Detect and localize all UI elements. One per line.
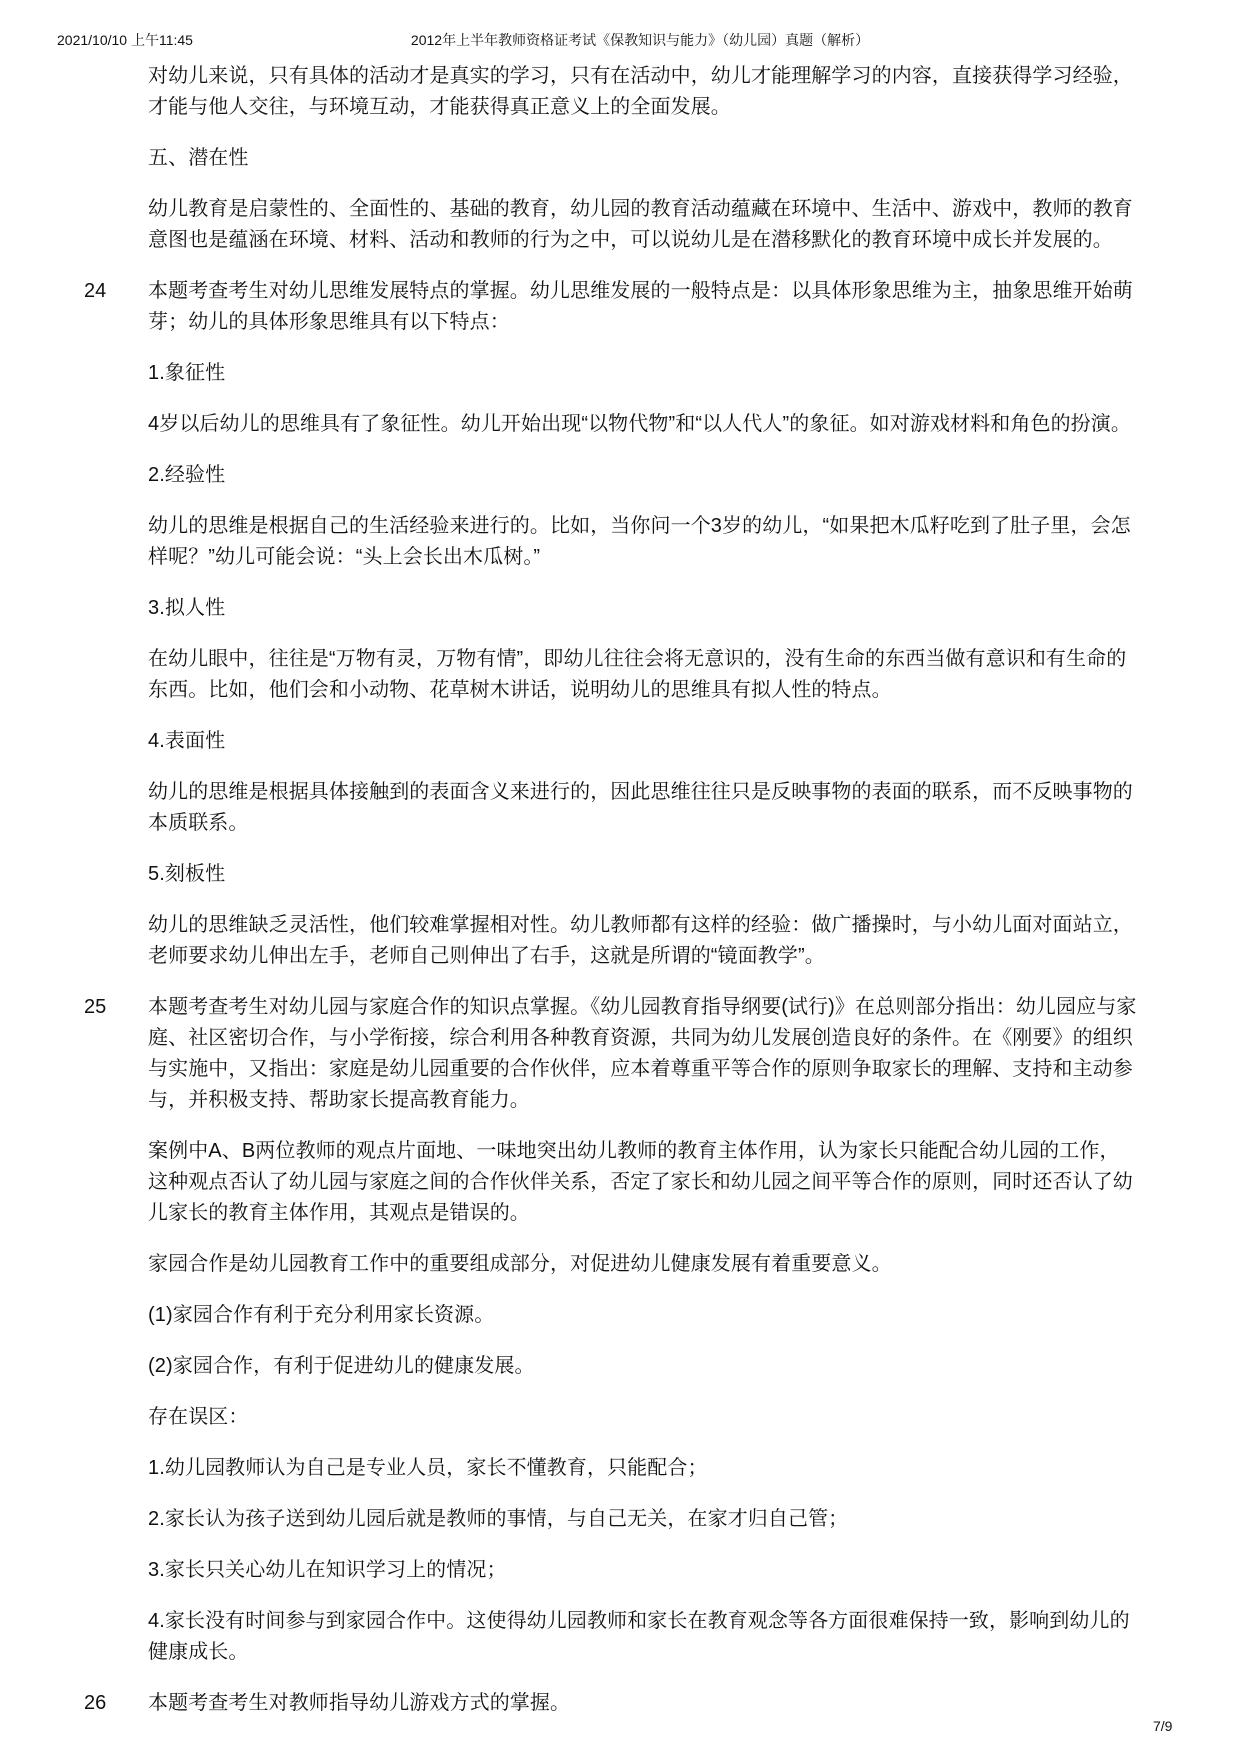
- section-heading: 五、潜在性: [148, 147, 249, 169]
- paragraph: 幼儿教育是启蒙性的、全面性的、基础的教育，幼儿园的教育活动蕴藏在环境中、生活中、游戏中，教师的教育意图也是蕴涵在环境、材料、活动和教师的行为之中，可以说幼儿是在潜移默化的教育环境中成长并发展的。: [148, 198, 1133, 251]
- list-item: 1.幼儿园教师认为自己是专业人员，家长不懂教育，只能配合；: [148, 1457, 708, 1479]
- subheading: 4.表面性: [148, 730, 226, 752]
- answer-block-24: [0, 276, 1240, 972]
- question-number: 26: [84, 1692, 107, 1714]
- paragraph: 在幼儿眼中，往往是“万物有灵，万物有情”，即幼儿往往会将无意识的，没有生命的东西当做有意识和有生命的东西。比如，他们会和小动物、花草树木讲话，说明幼儿的思维具有拟人性的特点。: [148, 648, 1127, 701]
- list-item: (2)家园合作，有利于促进幼儿的健康发展。: [148, 1355, 535, 1377]
- paragraph: 幼儿的思维是根据自己的生活经验来进行的。比如，当你问一个3岁的幼儿，“如果把木瓜籽吃到了肚子里，会怎样呢？”幼儿可能会说：“头上会长出木瓜树。”: [148, 515, 1131, 568]
- paragraph: 案例中A、B两位教师的观点片面地、一味地突出幼儿教师的教育主体作用，认为家长只能配合幼儿园的工作，这种观点否认了幼儿园与家庭之间的合作伙伴关系，否定了家长和幼儿园之间平等合作的原则，同时还否认了幼儿家长的教育主体作用，其观点是错误的。: [148, 1140, 1133, 1224]
- paragraph: 本题考查考生对幼儿思维发展特点的掌握。幼儿思维发展的一般特点是：以具体形象思维为主，抽象思维开始萌芽；幼儿的具体形象思维具有以下特点：: [148, 280, 1133, 333]
- document-title: 2012年上半年教师资格证考试《保教知识与能力》（幼儿园）真题（解析）: [410, 32, 870, 48]
- list-item: 2.家长认为孩子送到幼儿园后就是教师的事情，与自己无关，在家才归自己管；: [148, 1508, 849, 1530]
- paragraph: 家园合作是幼儿园教育工作中的重要组成部分，对促进幼儿健康发展有着重要意义。: [148, 1253, 892, 1275]
- paragraph: 对幼儿来说，只有具体的活动才是真实的学习，只有在活动中，幼儿才能理解学习的内容，直接获得学习经验，才能与他人交往，与环境互动，才能获得真正意义上的全面发展。: [148, 65, 1133, 118]
- question-number: 25: [84, 996, 107, 1018]
- list-item: (1)家园合作有利于充分利用家长资源。: [148, 1304, 495, 1326]
- subheading: 1.象征性: [148, 362, 226, 384]
- paragraph: 4岁以后幼儿的思维具有了象征性。幼儿开始出现“以物代物”和“以人代人”的象征。如对游戏材料和角色的扮演。: [148, 413, 1131, 435]
- paragraph: 幼儿的思维是根据具体接触到的表面含义来进行的，因此思维往往只是反映事物的表面的联系，而不反映事物的本质联系。: [148, 781, 1133, 834]
- subheading: 5.刻板性: [148, 863, 226, 885]
- list-item: 3.家长只关心幼儿在知识学习上的情况；: [148, 1559, 507, 1581]
- answer-block-25: [0, 992, 1240, 1668]
- continued-section: [0, 61, 1240, 256]
- subheading: 3.拟人性: [148, 597, 226, 619]
- answer-block-26: [0, 1688, 1240, 1719]
- paragraph: 幼儿的思维缺乏灵活性，他们较难掌握相对性。幼儿教师都有这样的经验：做广播操时，与小幼儿面对面站立，老师要求幼儿伸出左手，老师自己则伸出了右手，这就是所谓的“镜面教学”。: [148, 914, 1133, 967]
- page-number: 7/9: [1153, 1718, 1173, 1734]
- page-content: [0, 61, 1240, 1732]
- question-number: 24: [84, 280, 107, 302]
- print-timestamp: 2021/10/10 上午11:45: [57, 32, 193, 48]
- subheading: 存在误区：: [148, 1406, 249, 1428]
- paragraph: 本题考查考生对幼儿园与家庭合作的知识点掌握。《幼儿园教育指导纲要(试行)》在总则部分指出：幼儿园应与家庭、社区密切合作，与小学衔接，综合利用各种教育资源，共同为幼儿发展创造良好的条件。在《刚要》的组织与实施中，又指出：家庭是幼儿园重要的合作伙伴，应本着尊重平等合作的原则争取家长的理解、支持和主动参与，并积极支持、帮助家长提高教育能力。: [148, 996, 1137, 1111]
- paragraph: 本题考查考生对教师指导幼儿游戏方式的掌握。: [148, 1692, 571, 1714]
- subheading: 2.经验性: [148, 464, 226, 486]
- list-item: 4.家长没有时间参与到家园合作中。这使得幼儿园教师和家长在教育观念等各方面很难保持一致，影响到幼儿的健康成长。: [148, 1610, 1130, 1663]
- print-header: [0, 30, 1240, 50]
